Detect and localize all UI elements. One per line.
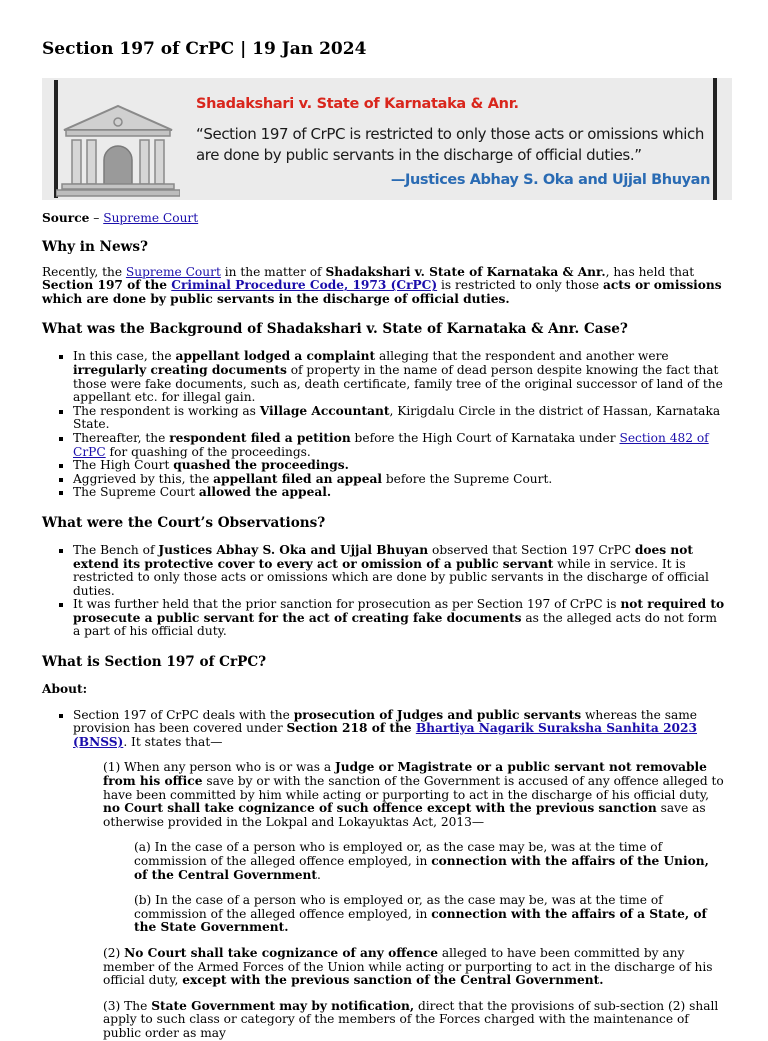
banner-right-bar (713, 78, 717, 200)
list-item: ▪ Aggrieved by this, the appellant filed an appeal before the Supreme Court. (73, 473, 726, 487)
source-link[interactable]: Supreme Court (103, 211, 199, 225)
clause-3: (3) The State Government may by notification, direct that the provisions of sub-section (2) shall apply to such class or category of the members of the Forces charged with the maintenance of public order as may (103, 998, 719, 1040)
page-title: Section 197 of CrPC | 19 Jan 2024 (42, 39, 367, 59)
list-item: ▪ The Supreme Court allowed the appeal. (73, 486, 726, 500)
clause-1a: (a) In the case of a person who is employed or, as the case may be, was at the time of commission of the alleged offence employed, in connection with the affairs of the Union, of the Central Government. (134, 840, 709, 882)
heading-observations: What were the Court’s Observations? (42, 514, 326, 531)
banner-author: —Justices Abhay S. Oka and Ujjal Bhuyan (390, 172, 710, 188)
list-item: ▪ The Bench of Justices Abhay S. Oka and Ujjal Bhuyan observed that Section 197 CrPC does not extend its protective cover to every act or omission of a public servant while in service. It is restricted to only those acts or omissions which are done by public servants in the discharge of official duties. (73, 544, 726, 598)
list-item: ▪ The High Court quashed the proceedings. (73, 459, 726, 473)
background-list (42, 350, 726, 500)
supreme-court-link[interactable]: Supreme Court (125, 264, 221, 279)
why-paragraph: Recently, the Supreme Court in the matter of Shadakshari v. State of Karnataka & Anr., has held that Section 197 of the Criminal Procedure Code, 1973 (CrPC) is restricted to only those acts or omissions which are done by public servants in the discharge of official duties. (42, 264, 722, 306)
list-item: ▪ In this case, the appellant lodged a complaint alleging that the respondent and another were irregularly creating documents of property in the name of dead person despite knowing the fact that those were fake documents, such as, death certificate, family tree of the original successor of land of the appellant etc. for illegal gain. (73, 350, 726, 404)
observations-list (42, 544, 726, 639)
source-label: Source (42, 211, 90, 225)
source-separator: – (89, 211, 104, 225)
section-list (42, 709, 726, 750)
list-item: ▪ Section 197 of CrPC deals with the prosecution of Judges and public servants whereas the same provision has been covered under Section 218 of the Bhartiya Nagarik Suraksha Sanhita 2023 (BNSS). It states that— (73, 709, 726, 750)
about-label: About: (42, 682, 88, 697)
heading-section-197: What is Section 197 of CrPC? (42, 654, 267, 671)
clause-2: (2) No Court shall take cognizance of any offence alleged to have been committed by any member of the Armed Forces of the Union while acting or purporting to act in the discharge of his official duty, except with the previous sanction of the Central Government. (103, 945, 713, 988)
banner-case-title: Shadakshari v. State of Karnataka & Anr. (196, 96, 519, 112)
crpc-link[interactable]: Criminal Procedure Code, 1973 (CrPC) (171, 278, 438, 293)
list-item: ▪ Thereafter, the respondent filed a petition before the High Court of Karnataka under Section 482 of CrPC for quashing of the proceedings. (73, 432, 726, 459)
bnss-link[interactable]: Bhartiya Nagarik Suraksha Sanhita 2023 (BNSS) (73, 721, 697, 749)
court-building-icon (56, 102, 180, 200)
list-item: ▪ It was further held that the prior sanction for prosecution as per Section 197 of CrPC is not required to prosecute a public servant for the act of creating fake documents as the alleged acts do not form a part of his official duty. (73, 598, 726, 639)
clause-1b: (b) In the case of a person who is employed or, as the case may be, was at the time of commission of the alleged offence employed, in connection with the affairs of a State, of the State Government. (134, 893, 707, 935)
list-item: ▪ The respondent is working as Village Accountant, Kirigdalu Circle in the district of Hassan, Karnataka State. (73, 405, 726, 432)
heading-background: What was the Background of Shadakshari v. State of Karnataka & Anr. Case? (42, 321, 628, 338)
section-482-link[interactable]: Section 482 of CrPC (73, 430, 709, 459)
header-banner (42, 78, 732, 200)
source-line (42, 212, 726, 226)
clause-1: (1) When any person who is or was a Judge or Magistrate or a public servant not removable from his office save by or with the sanction of the Government is accused of any offence alleged to have been committed by him while acting or purporting to act in the discharge of his official duty, no Court shall take cognizance of such offence except with the previous sanction save as otherwise provided in the Lokpal and Lokayuktas Act, 2013— (103, 760, 724, 829)
banner-quote: “Section 197 of CrPC is restricted to only those acts or omissions which are done by public servants in the discharge of official duties.” (196, 125, 704, 164)
heading-why-in-news: Why in News? (42, 238, 148, 255)
